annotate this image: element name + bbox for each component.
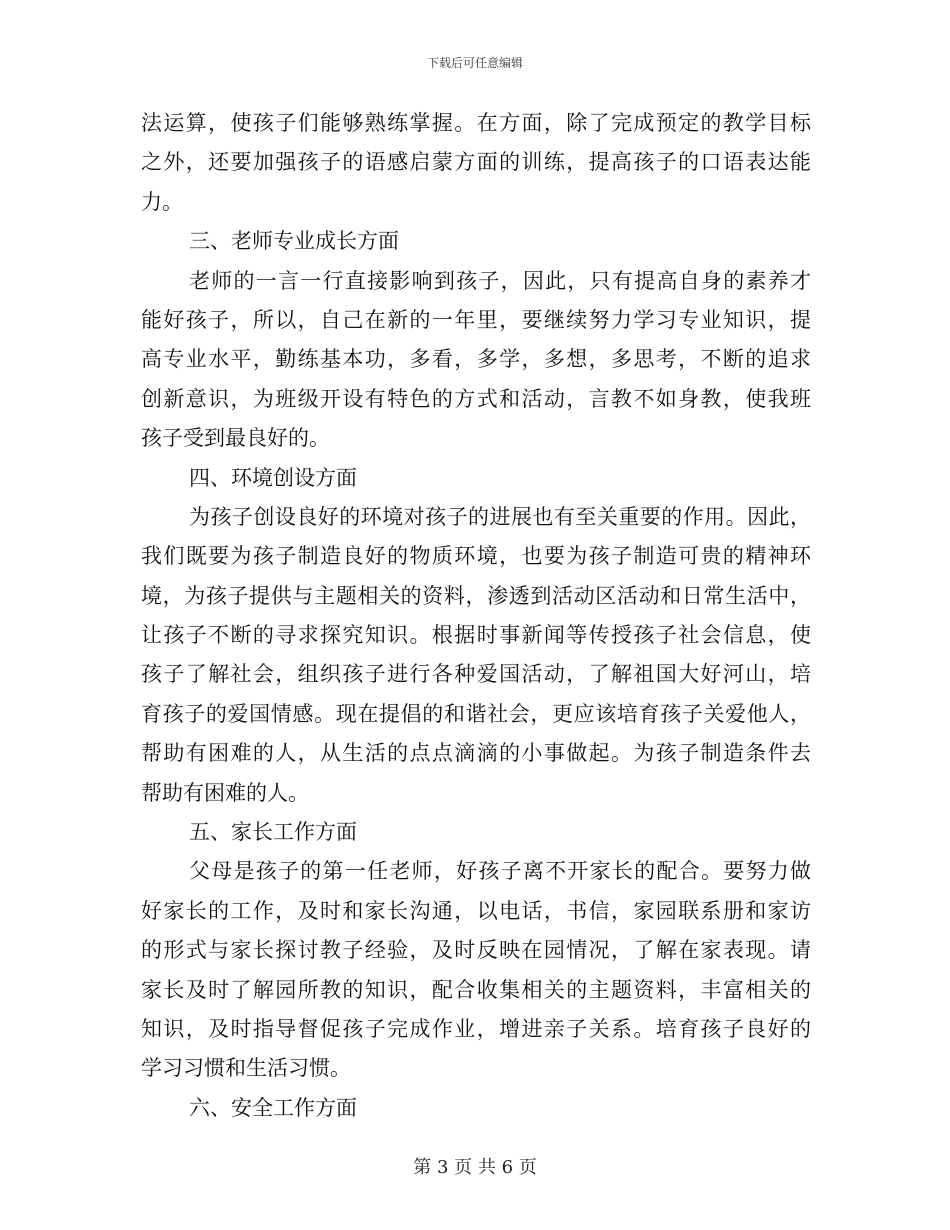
paragraph-line: 之外，还要加强孩子的语感启蒙方面的训练，提高孩子的口语表达能	[141, 150, 811, 175]
paragraph-line: 育孩子的爱国情感。现在提倡的和谐社会，更应该培育孩子关爱他人，	[141, 701, 811, 726]
paragraph-line: 好家长的工作，及时和家长沟通，以电话，书信，家园联系册和家访	[141, 898, 811, 923]
paragraph-line: 高专业水平，勤练基本功，多看，多学，多想，多思考，不断的追求	[141, 347, 811, 372]
paragraph-line: 让孩子不断的寻求探究知识。根据时事新闻等传授孩子社会信息，使	[141, 623, 811, 648]
paragraph-line: 法运算，使孩子们能够熟练掌握。在方面，除了完成预定的教学目标	[141, 111, 811, 135]
section-heading: 五、家长工作方面	[189, 820, 357, 845]
section-heading: 四、环境创设方面	[189, 465, 357, 490]
paragraph-line: 老师的一言一行直接影响到孩子，因此，只有提高自身的素养才	[189, 268, 811, 293]
paragraph-line: 创新意识，为班级开设有特色的方式和活动，言教不如身教，使我班	[141, 386, 811, 411]
paragraph-line: 力。	[141, 189, 183, 214]
section-heading: 三、老师专业成长方面	[189, 229, 399, 254]
page-header-note: 下载后可任意编辑	[426, 56, 523, 70]
paragraph-line: 能好孩子，所以，自己在新的一年里，要继续努力学习专业知识，提	[141, 307, 811, 332]
paragraph-line: 孩子受到最良好的。	[141, 426, 330, 451]
paragraph-line: 帮助有困难的人。	[141, 780, 309, 805]
paragraph-line: 父母是孩子的第一任老师，好孩子离不开家长的配合。要努力做	[189, 859, 811, 884]
paragraph-line: 孩子了解社会，组织孩子进行各种爱国活动，了解祖国大好河山，培	[141, 662, 811, 687]
paragraph-line: 帮助有困难的人，从生活的点点滴滴的小事做起。为孩子制造条件去	[141, 741, 811, 766]
paragraph-line: 为孩子创设良好的环境对孩子的进展也有至关重要的作用。因此，	[189, 504, 811, 529]
paragraph-line: 境，为孩子提供与主题相关的资料，渗透到活动区活动和日常生活中，	[141, 583, 811, 608]
paragraph-line: 知识，及时指导督促孩子完成作业，增进亲子关系。培育孩子良好的	[141, 1016, 811, 1041]
paragraph-line: 学习习惯和生活习惯。	[141, 1056, 351, 1081]
section-heading: 六、安全工作方面	[189, 1095, 357, 1120]
page-number-footer: 第 3 页 共 6 页	[413, 1157, 537, 1178]
paragraph-line: 我们既要为孩子制造良好的物质环境，也要为孩子制造可贵的精神环	[141, 544, 811, 569]
paragraph-line: 的形式与家长探讨教子经验，及时反映在园情况，了解在家表现。请	[141, 938, 811, 963]
document-body	[141, 104, 811, 1128]
paragraph-line: 家长及时了解园所教的知识，配合收集相关的主题资料，丰富相关的	[141, 977, 811, 1002]
